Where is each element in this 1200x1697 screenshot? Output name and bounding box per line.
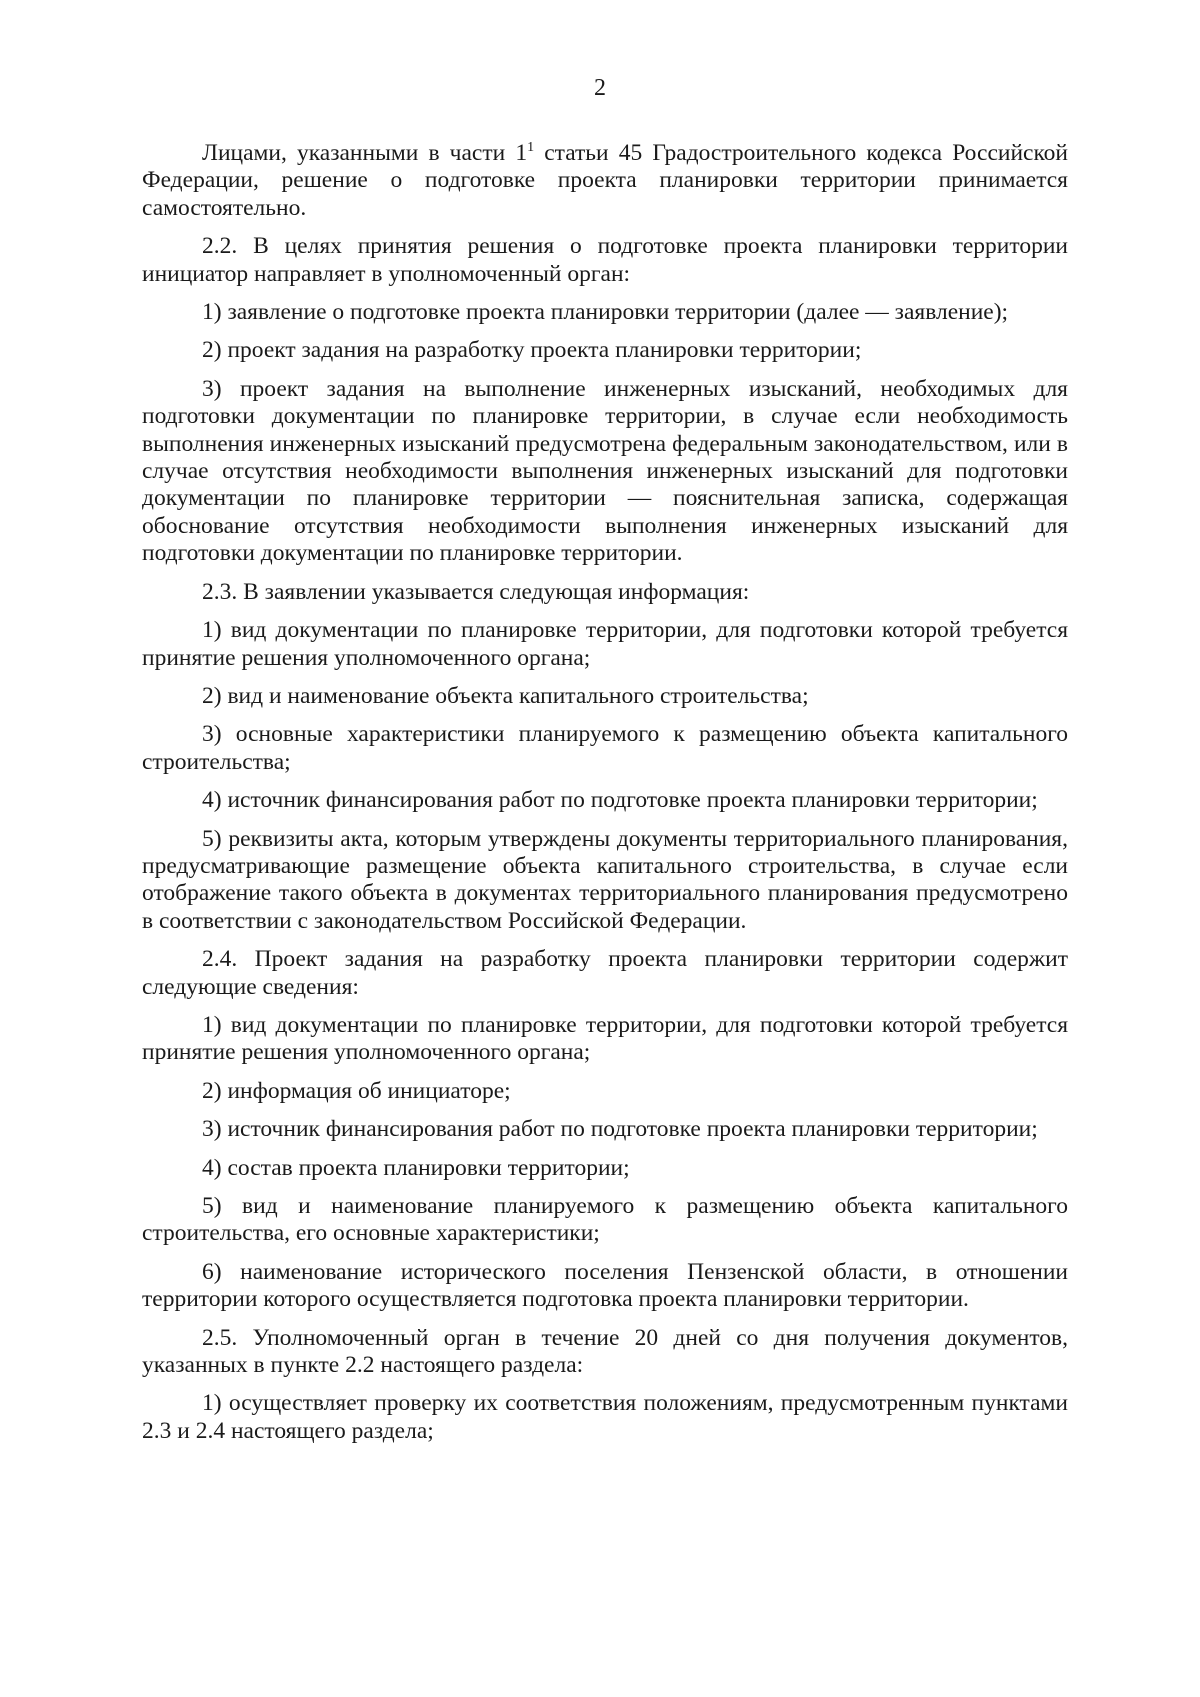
paragraph-text: статьи 45 Градостроительного кодекса Российской Федерации, решение о подготовке проекта планировки территории принимается самостоятельно.	[142, 140, 1069, 221]
paragraph-2-2-item-3: 3) проект задания на выполнение инженерных изысканий, необходимых для подготовки документации по планировке территории, в случае если необходимость выполнения инженерных изысканий предусмотрена федеральным законодательством, или в случае отсутствия необходимости выполнения инженерных изысканий для подготовки документации по планировке территории — пояснительная записка, содержащая обоснование отсутствия необходимости выполнения инженерных изысканий для подготовки документации по планировке территории.	[142, 375, 1068, 567]
paragraph-2-4-item-3: 3) источник финансирования работ по подготовке проекта планировки территории;	[202, 1116, 1038, 1143]
paragraph-2-2: 2.2. В целях принятия решения о подготовке проекта планировки территории инициатор направляет в уполномоченный орган:	[142, 233, 1068, 287]
paragraph-text: Лицами, указанными в части 1	[202, 140, 528, 166]
paragraph-2-3-item-5: 5) реквизиты акта, которым утверждены документы территориального планирования, предусматривающие размещение объекта капитального строительства, в случае если отображение такого объекта в документах территориального планирования предусмотрено в соответствии с законодательством Российской Федерации.	[142, 825, 1068, 934]
paragraph-2-3-item-2: 2) вид и наименование объекта капитального строительства;	[202, 682, 809, 709]
paragraph-2-5: 2.5. Уполномоченный орган в течение 20 дней со дня получения документов, указанных в пункте 2.2 настоящего раздела:	[142, 1324, 1068, 1379]
paragraph-2-4-item-2: 2) информация об инициаторе;	[202, 1077, 511, 1104]
paragraph-2-4: 2.4. Проект задания на разработку проекта планировки территории содержит следующие сведения:	[142, 946, 1068, 1000]
paragraph-2-3: 2.3. В заявлении указывается следующая информация:	[202, 578, 750, 605]
paragraph-2-3-item-4: 4) источник финансирования работ по подготовке проекта планировки территории;	[202, 787, 1038, 814]
page-number: 2	[594, 75, 606, 101]
paragraph-2-2-item-1: 1) заявление о подготовке проекта планировки территории (далее — заявление);	[202, 299, 1009, 326]
paragraph-1-1-persons	[142, 140, 1068, 222]
superscript-index: 1	[527, 140, 535, 155]
paragraph-2-3-item-3: 3) основные характеристики планируемого к размещению объекта капитального строительства;	[142, 721, 1068, 775]
paragraph-2-2-item-2: 2) проект задания на разработку проекта планировки территории;	[202, 337, 862, 364]
paragraph-2-3-item-1: 1) вид документации по планировке территории, для подготовки которой требуется принятие решения уполномоченного органа;	[142, 617, 1068, 671]
paragraph-2-4-item-4: 4) состав проекта планировки территории;	[202, 1154, 630, 1181]
paragraph-2-4-item-6: 6) наименование исторического поселения Пензенской области, в отношении территории которого осуществляется подготовка проекта планировки территории.	[142, 1258, 1068, 1313]
document-body	[142, 140, 1068, 1456]
paragraph-2-4-item-5: 5) вид и наименование планируемого к размещению объекта капитального строительства, его основные характеристики;	[142, 1193, 1068, 1247]
paragraph-2-4-item-1: 1) вид документации по планировке территории, для подготовки которой требуется принятие решения уполномоченного органа;	[142, 1011, 1068, 1066]
paragraph-2-5-item-1: 1) осуществляет проверку их соответствия положениям, предусмотренным пунктами 2.3 и 2.4 настоящего раздела;	[142, 1390, 1068, 1444]
